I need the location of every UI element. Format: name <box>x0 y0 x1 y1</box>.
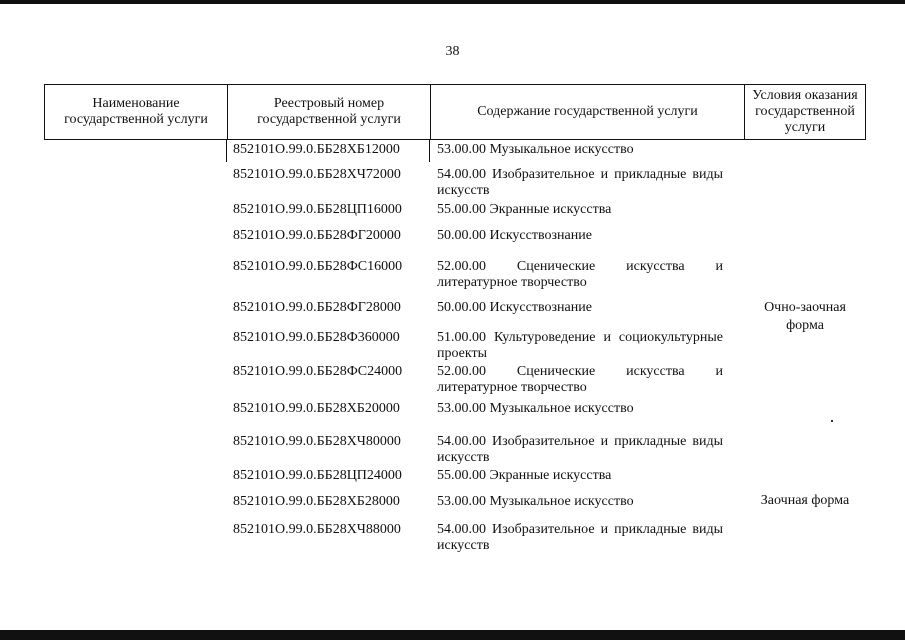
registry-number-cell: 852101О.99.0.ББ28ФГ28000 <box>233 300 401 315</box>
registry-number-cell: 852101О.99.0.ББ28ЦП24000 <box>233 468 402 483</box>
service-content-cell: 50.00.00 Искусствознание <box>437 228 592 243</box>
registry-number-cell: 852101О.99.0.ББ28ФС16000 <box>233 259 403 274</box>
registry-number-cell: 852101О.99.0.ББ28ЦП16000 <box>233 202 402 217</box>
condition-mixed-form: Очно-заочная форма <box>764 300 846 333</box>
bottom-border-bar <box>0 630 905 640</box>
registry-number-cell: 852101О.99.0.ББ28Ф360000 <box>233 330 400 345</box>
registry-number-cell: 852101О.99.0.ББ28ХЧ80000 <box>233 434 401 449</box>
registry-number-cell: 852101О.99.0.ББ28ХЧ88000 <box>233 522 401 537</box>
column-divider <box>226 139 227 162</box>
service-content-cell: 52.00.00 Сценические искусства и литературное творчество <box>437 259 723 290</box>
header-service-content: Содержание государственной услуги <box>430 85 744 139</box>
service-content-cell: 53.00.00 Музыкальное искусство <box>437 142 634 157</box>
registry-number-cell: 852101О.99.0.ББ28ХЧ72000 <box>233 167 401 182</box>
condition-distance-form: Заочная форма <box>760 493 850 508</box>
header-service-name: Наименование государственной услуги <box>64 96 208 127</box>
table-header <box>44 84 866 140</box>
service-content-cell: 53.00.00 Музыкальное искусство <box>437 401 634 416</box>
header-conditions: Условия оказания государственной услуги <box>744 85 865 139</box>
registry-number-cell: 852101О.99.0.ББ28ФС24000 <box>233 364 403 379</box>
top-border-bar <box>0 0 905 4</box>
service-content-cell: 55.00.00 Экранные искусства <box>437 202 612 217</box>
header-registry-number: Реестровый номер государственной услуги <box>227 85 430 139</box>
page-number: 38 <box>445 44 460 59</box>
registry-number-cell: 852101О.99.0.ББ28ХБ20000 <box>233 401 400 416</box>
registry-number-cell: 852101О.99.0.ББ28ХБ12000 <box>233 142 400 157</box>
column-divider <box>429 139 430 162</box>
service-content-cell: 50.00.00 Искусствознание <box>437 300 592 315</box>
registry-number-cell: 852101О.99.0.ББ28ФГ20000 <box>233 228 401 243</box>
service-content-cell: 54.00.00 Изобразительное и прикладные виды искусств <box>437 434 723 465</box>
service-content-cell: 52.00.00 Сценические искусства и литературное творчество <box>437 364 723 395</box>
service-content-cell: 54.00.00 Изобразительное и прикладные виды искусств <box>437 522 723 553</box>
service-content-cell: 51.00.00 Культуроведение и социокультурные проекты <box>437 330 723 361</box>
service-content-cell: 55.00.00 Экранные искусства <box>437 468 612 483</box>
service-content-cell: 53.00.00 Музыкальное искусство <box>437 494 634 509</box>
service-content-cell: 54.00.00 Изобразительное и прикладные виды искусств <box>437 167 723 198</box>
registry-number-cell: 852101О.99.0.ББ28ХБ28000 <box>233 494 400 509</box>
scan-speck <box>831 420 833 422</box>
